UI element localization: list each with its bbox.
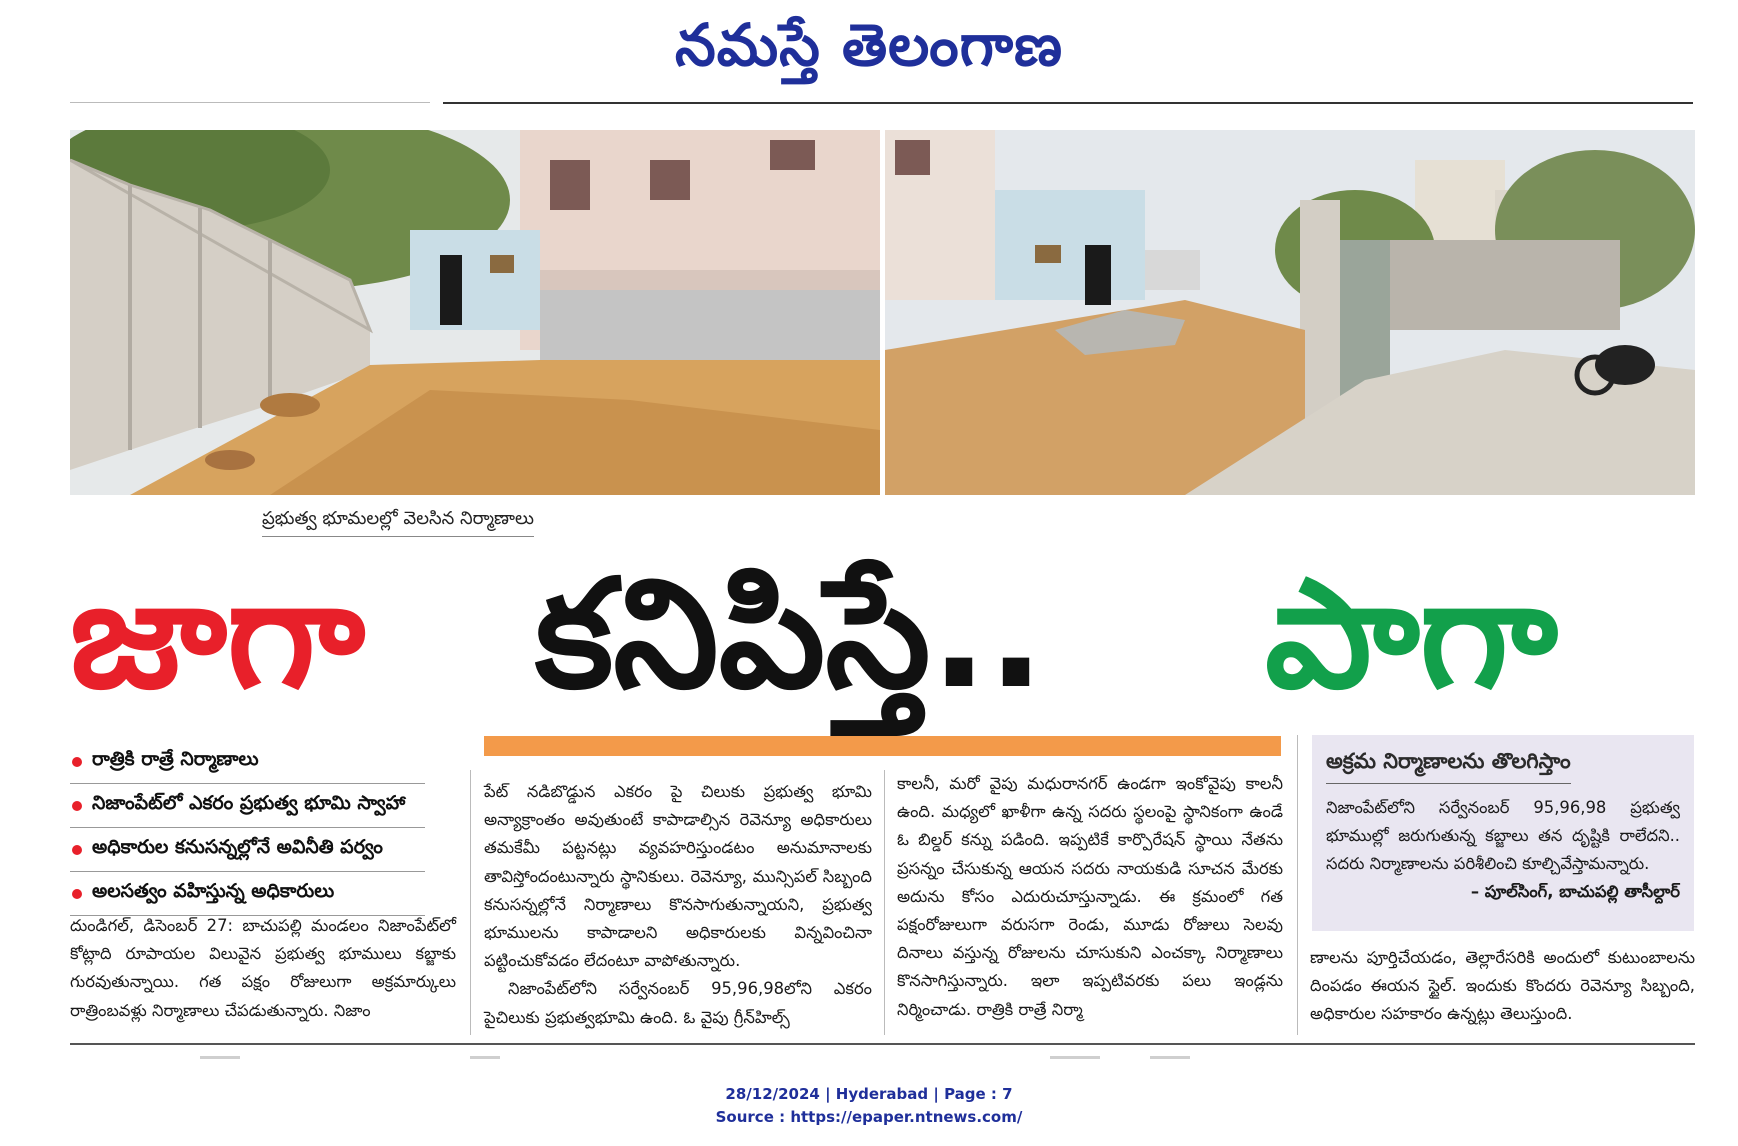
headline-part-3: పాగా bbox=[1265, 548, 1558, 722]
bullet-dot-icon bbox=[72, 757, 82, 767]
photo-caption: ప్రభుత్వ భూమలల్లో వెలసిన నిర్మాణాలు bbox=[262, 508, 534, 537]
article-paragraph: ణాలను పూర్తిచేయడం, తెల్లారేసరికి అందులో కుటుంబాలను దింపడం ఈయన స్టైల్. ఇందుకు కొందరు రెవెన్యూ సిబ్బంది, అధికారుల సహకారం ఉన్నట్లు తెలుస్తుంది. bbox=[1310, 948, 1695, 1024]
article-column-1 bbox=[70, 912, 456, 1025]
column-divider bbox=[470, 770, 471, 1035]
headline-part-2: కనిపిస్తే.. bbox=[535, 548, 1045, 722]
highlight-item: నిజాంపేట్‌లో ఎకరం ప్రభుత్వ భూమి స్వాహా bbox=[70, 784, 425, 828]
article-column-3 bbox=[897, 770, 1283, 1024]
masthead-rule bbox=[443, 102, 1693, 104]
official-quote-box bbox=[1312, 735, 1694, 931]
highlight-item: అలసత్వం వహిస్తున్న అధికారులు bbox=[70, 872, 425, 916]
cropped-next-article bbox=[70, 1050, 1695, 1070]
bottom-rule bbox=[70, 1043, 1695, 1045]
photo-right bbox=[885, 130, 1695, 495]
quote-box-signature: – పూల్‌సింగ్, బాచుపల్లి తాసీల్దార్ bbox=[1470, 882, 1680, 901]
masthead-rule-left bbox=[70, 102, 430, 103]
column-divider bbox=[884, 770, 885, 1035]
masthead-logo: నమస్తే తెలంగాణ bbox=[675, 11, 1063, 79]
article-paragraph: నిజాంపేట్‌లోని సర్వేనంబర్ 95,96,98లోని ఎకరం పైచిలుకు ప్రభుత్వభూమి ఉంది. ఓ వైపు గ్రీన్‌హిల్స్ bbox=[484, 979, 872, 1027]
footer-source-link[interactable]: Source : https://epaper.ntnews.com/ bbox=[715, 1108, 1023, 1126]
bullet-dot-icon bbox=[72, 845, 82, 855]
footer-date-line: 28/12/2024 | Hyderabad | Page : 7 bbox=[725, 1085, 1013, 1103]
bullet-dot-icon bbox=[72, 801, 82, 811]
bullet-dot-icon bbox=[72, 889, 82, 899]
article-column-4 bbox=[1310, 944, 1695, 1029]
article-paragraph: దుండిగల్, డిసెంబర్ 27: బాచుపల్లి మండలం నిజాంపేట్‌లో కోట్లాది రూపాయల విలువైన ప్రభుత్వ భూములు కబ్జాకు గురవుతున్నాయి. గత పక్షం రోజులుగా అక్రమార్కులు రాత్రింబవళ్లు నిర్మాణాలు చేపడుతున్నారు. నిజాం bbox=[70, 916, 456, 1020]
highlight-item: అధికారుల కనుసన్నల్లోనే అవినీతి పర్వం bbox=[70, 828, 425, 872]
quote-box-title: అక్రమ నిర్మాణాలను తొలగిస్తాం bbox=[1326, 749, 1571, 784]
highlight-item: రాత్రికి రాత్రే నిర్మాణాలు bbox=[70, 740, 425, 784]
quote-box-body: నిజాంపేట్‌లోని సర్వేనంబర్ 95,96,98 ప్రభుత్వ భూముల్లో జరుగుతున్న కబ్జాలు తన దృష్టికి రాలేదని.. సదరు నిర్మాణాలను పరిశీలించి కూల్చివేస్తామన్నారు. bbox=[1326, 798, 1680, 873]
headline bbox=[70, 540, 1695, 730]
highlights-list bbox=[70, 740, 425, 916]
headline-part-1: జాగా bbox=[70, 548, 366, 722]
accent-bar bbox=[484, 736, 1281, 756]
article-paragraph: కాలనీ, మరో వైపు మధురానగర్ ఉండగా ఇంకోవైపు కాలనీ ఉంది. మధ్యలో ఖాళీగా ఉన్న సదరు స్థలంపై స్థానికంగా ఉండే ఓ బిల్డర్ కన్ను పడింది. ఇప్పటికే కార్పొరేషన్ స్థాయి నేతను ప్రసన్నం చేసుకున్న ఆయన సదరు నాయకుడి సూచన మేరకు అదును కోసం ఎదురుచూస్తున్నాడు. ఈ క్రమంలో గత పక్షంరోజులుగా వరుసగా రెండు, మూడు రోజులు సెలవు దినాలు వస్తున్న రోజులను చూసుకుని ఎంచక్కా నిర్మాణాలు కొనసాగిస్తున్నారు. ఇలా ఇప్పటివరకు పలు ఇండ్లను నిర్మించాడు. రాత్రికి రాత్రే నిర్మా bbox=[897, 774, 1283, 1019]
column-divider bbox=[1297, 735, 1298, 1035]
article-column-2 bbox=[484, 778, 872, 1032]
article-paragraph: పేట్ నడిబొడ్డున ఎకరం పై చిలుకు ప్రభుత్వ భూమి అన్యాక్రాంతం అవుతుంటే కాపాడాల్సిన రెవెన్యూ అధికారులు తమకేమీ పట్టనట్లు వ్యవహరిస్తుండటం అనుమానాలకు తావిస్తోందంటున్నారు స్థానికులు. రెవెన్యూ, మున్సిపల్ సిబ్బంది కనుసన్నల్లోనే నిర్మాణాలు కొనసాగుతున్నాయని, ప్రభుత్వ భూములను కాపాడాలని అధికారులకు విన్నవించినా పట్టించుకోవడం లేదంటూ వాపోతున్నారు. bbox=[484, 782, 872, 971]
photo-left bbox=[70, 130, 880, 495]
